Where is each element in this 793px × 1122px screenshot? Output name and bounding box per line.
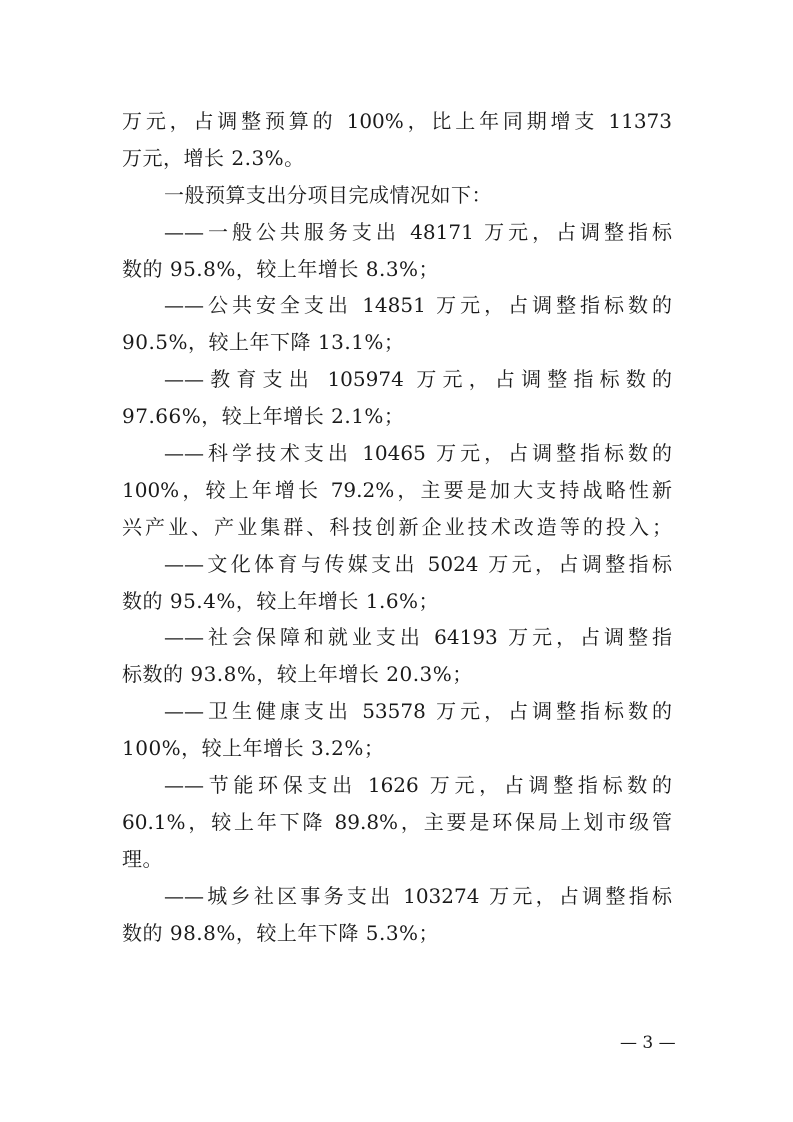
- paragraph-line: 100%，较上年增长 79.2%，主要是加大支持战略性新: [122, 477, 672, 502]
- paragraph-line: 标数的 93.8%，较上年增长 20.3%；: [122, 662, 473, 687]
- paragraph-line: 数的 95.8%，较上年增长 8.3%；: [122, 256, 440, 281]
- paragraph-line: ——科学技术支出 10465 万元，占调整指标数的: [164, 441, 672, 466]
- paragraph-line: ——卫生健康支出 53578 万元，占调整指标数的: [164, 699, 672, 724]
- paragraph-line: 90.5%，较上年下降 13.1%；: [122, 330, 405, 355]
- paragraph-line: ——文化体育与传媒支出 5024 万元，占调整指标: [164, 551, 672, 576]
- paragraph-line: 一般预算支出分项目完成情况如下：: [164, 182, 492, 207]
- paragraph-line: 理。: [122, 846, 163, 871]
- paragraph-line: ——社会保障和就业支出 64193 万元，占调整指: [164, 625, 672, 650]
- paragraph-line: 60.1%，较上年下降 89.8%，主要是环保局上划市级管: [122, 809, 672, 834]
- paragraph-line: ——城乡社区事务支出 103274 万元，占调整指标: [164, 883, 672, 908]
- paragraph-line: ——一般公共服务支出 48171 万元，占调整指标: [164, 219, 672, 244]
- paragraph-line: ——教育支出 105974 万元，占调整指标数的: [164, 367, 672, 392]
- paragraph-line: 万元，增长 2.3%。: [122, 145, 305, 170]
- paragraph-line: 数的 95.4%，较上年增长 1.6%；: [122, 588, 440, 613]
- paragraph-line: 数的 98.8%，较上年下降 5.3%；: [122, 920, 440, 945]
- page-number: — 3 —: [620, 1033, 676, 1053]
- paragraph-line: 97.66%，较上年增长 2.1%；: [122, 404, 405, 429]
- body-text: [122, 103, 672, 951]
- paragraph-line: 万元，占调整预算的 100%，比上年同期增支 11373: [122, 109, 672, 133]
- paragraph-line: 兴产业、产业集群、科技创新企业技术改造等的投入；: [122, 514, 672, 539]
- paragraph-line: ——公共安全支出 14851 万元，占调整指标数的: [164, 293, 672, 318]
- paragraph-line: 100%，较上年增长 3.2%；: [122, 736, 385, 761]
- paragraph-line: ——节能环保支出 1626 万元，占调整指标数的: [164, 773, 672, 798]
